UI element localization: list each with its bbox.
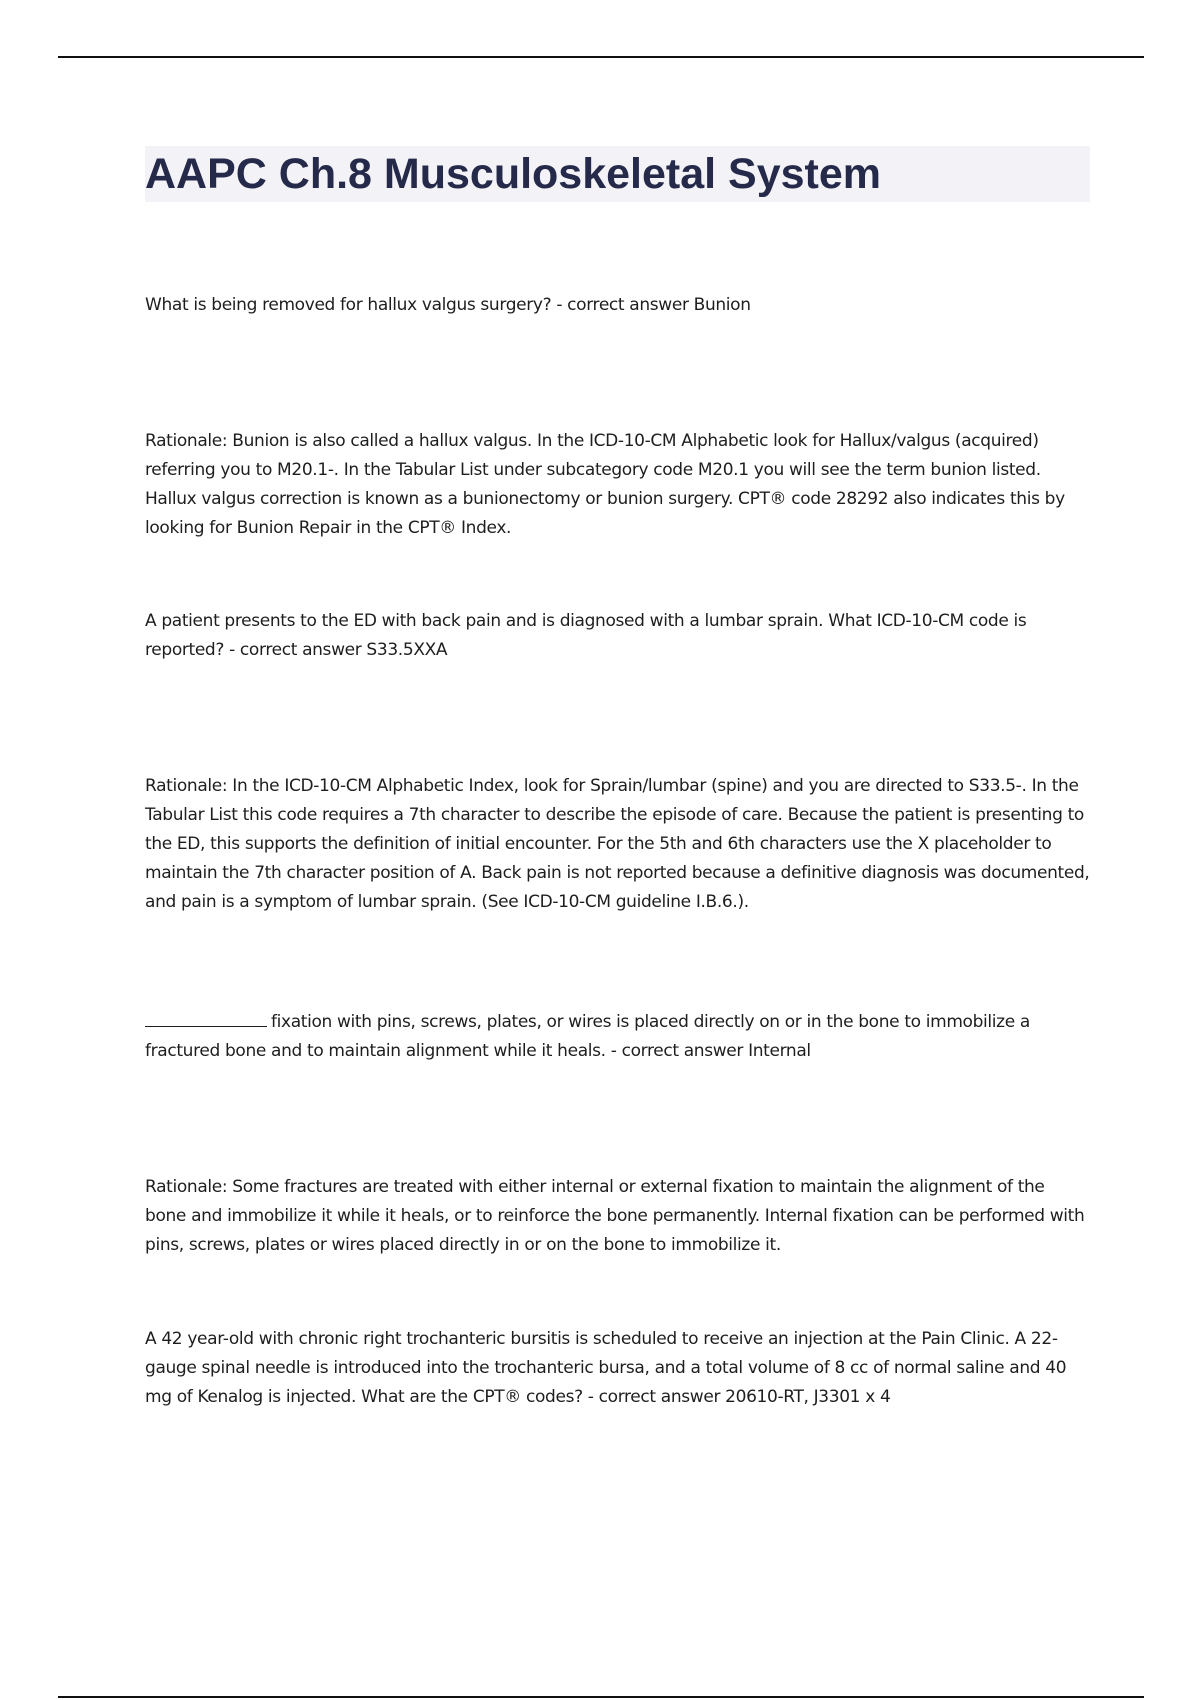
rationale-hallux-valgus: Rationale: Bunion is also called a hallux valgus. In the ICD-10-CM Alphabetic look for Hallux/valgus (acquired) referring you to M20.1-. In the Tabular List under subcategory code M20.1 you will see the term bunion listed. Hallux valgus correction is known as a bunionectomy or bunion surgery. CPT® code 28292 also indicates this by looking for Bunion Repair in the CPT® Index. <box>145 431 1065 538</box>
bottom-rule <box>58 1696 1144 1698</box>
rationale-lumbar-sprain: Rationale: In the ICD-10-CM Alphabetic Index, look for Sprain/lumbar (spine) and you are directed to S33.5-. In the Tabular List this code requires a 7th character to describe the episode of care. Because the patient is presenting to the ED, this supports the definition of initial encounter. For the 5th and 6th characters use the X placeholder to maintain the 7th character position of A. Back pain is not reported because a definitive diagnosis was documented, and pain is a symptom of lumbar sprain. (See ICD-10-CM guideline I.B.6.). <box>145 776 1090 912</box>
rationale-fixation: Rationale: Some fractures are treated with either internal or external fixation to maintain the alignment of the bone and immobilize it while it heals, or to reinforce the bone permanently. Internal fixation can be performed with pins, screws, plates or wires placed directly in or on the bone to immobilize it. <box>145 1177 1085 1255</box>
question-fixation-text: fixation with pins, screws, plates, or wires is placed directly on or in the bone to immobilize a fractured bone and to maintain alignment while it heals. - correct answer Internal <box>145 1012 1030 1061</box>
fill-in-blank <box>145 1008 267 1027</box>
question-trochanteric-bursitis: A 42 year-old with chronic right trochanteric bursitis is scheduled to receive an injection at the Pain Clinic. A 22-gauge spinal needle is introduced into the trochanteric bursa, and a total volume of 8 cc of normal saline and 40 mg of Kenalog is injected. What are the CPT® codes? - correct answer 20610-RT, J3301 x 4 <box>145 1329 1067 1407</box>
question-hallux-valgus: What is being removed for hallux valgus surgery? - correct answer Bunion <box>145 295 751 315</box>
question-fixation <box>145 1008 1090 1066</box>
top-rule <box>58 56 1144 58</box>
document-title: AAPC Ch.8 Musculoskeletal System <box>145 150 882 198</box>
question-lumbar-sprain: A patient presents to the ED with back pain and is diagnosed with a lumbar sprain. What ICD-10-CM code is reported? - correct answer S33.5XXA <box>145 611 1027 660</box>
